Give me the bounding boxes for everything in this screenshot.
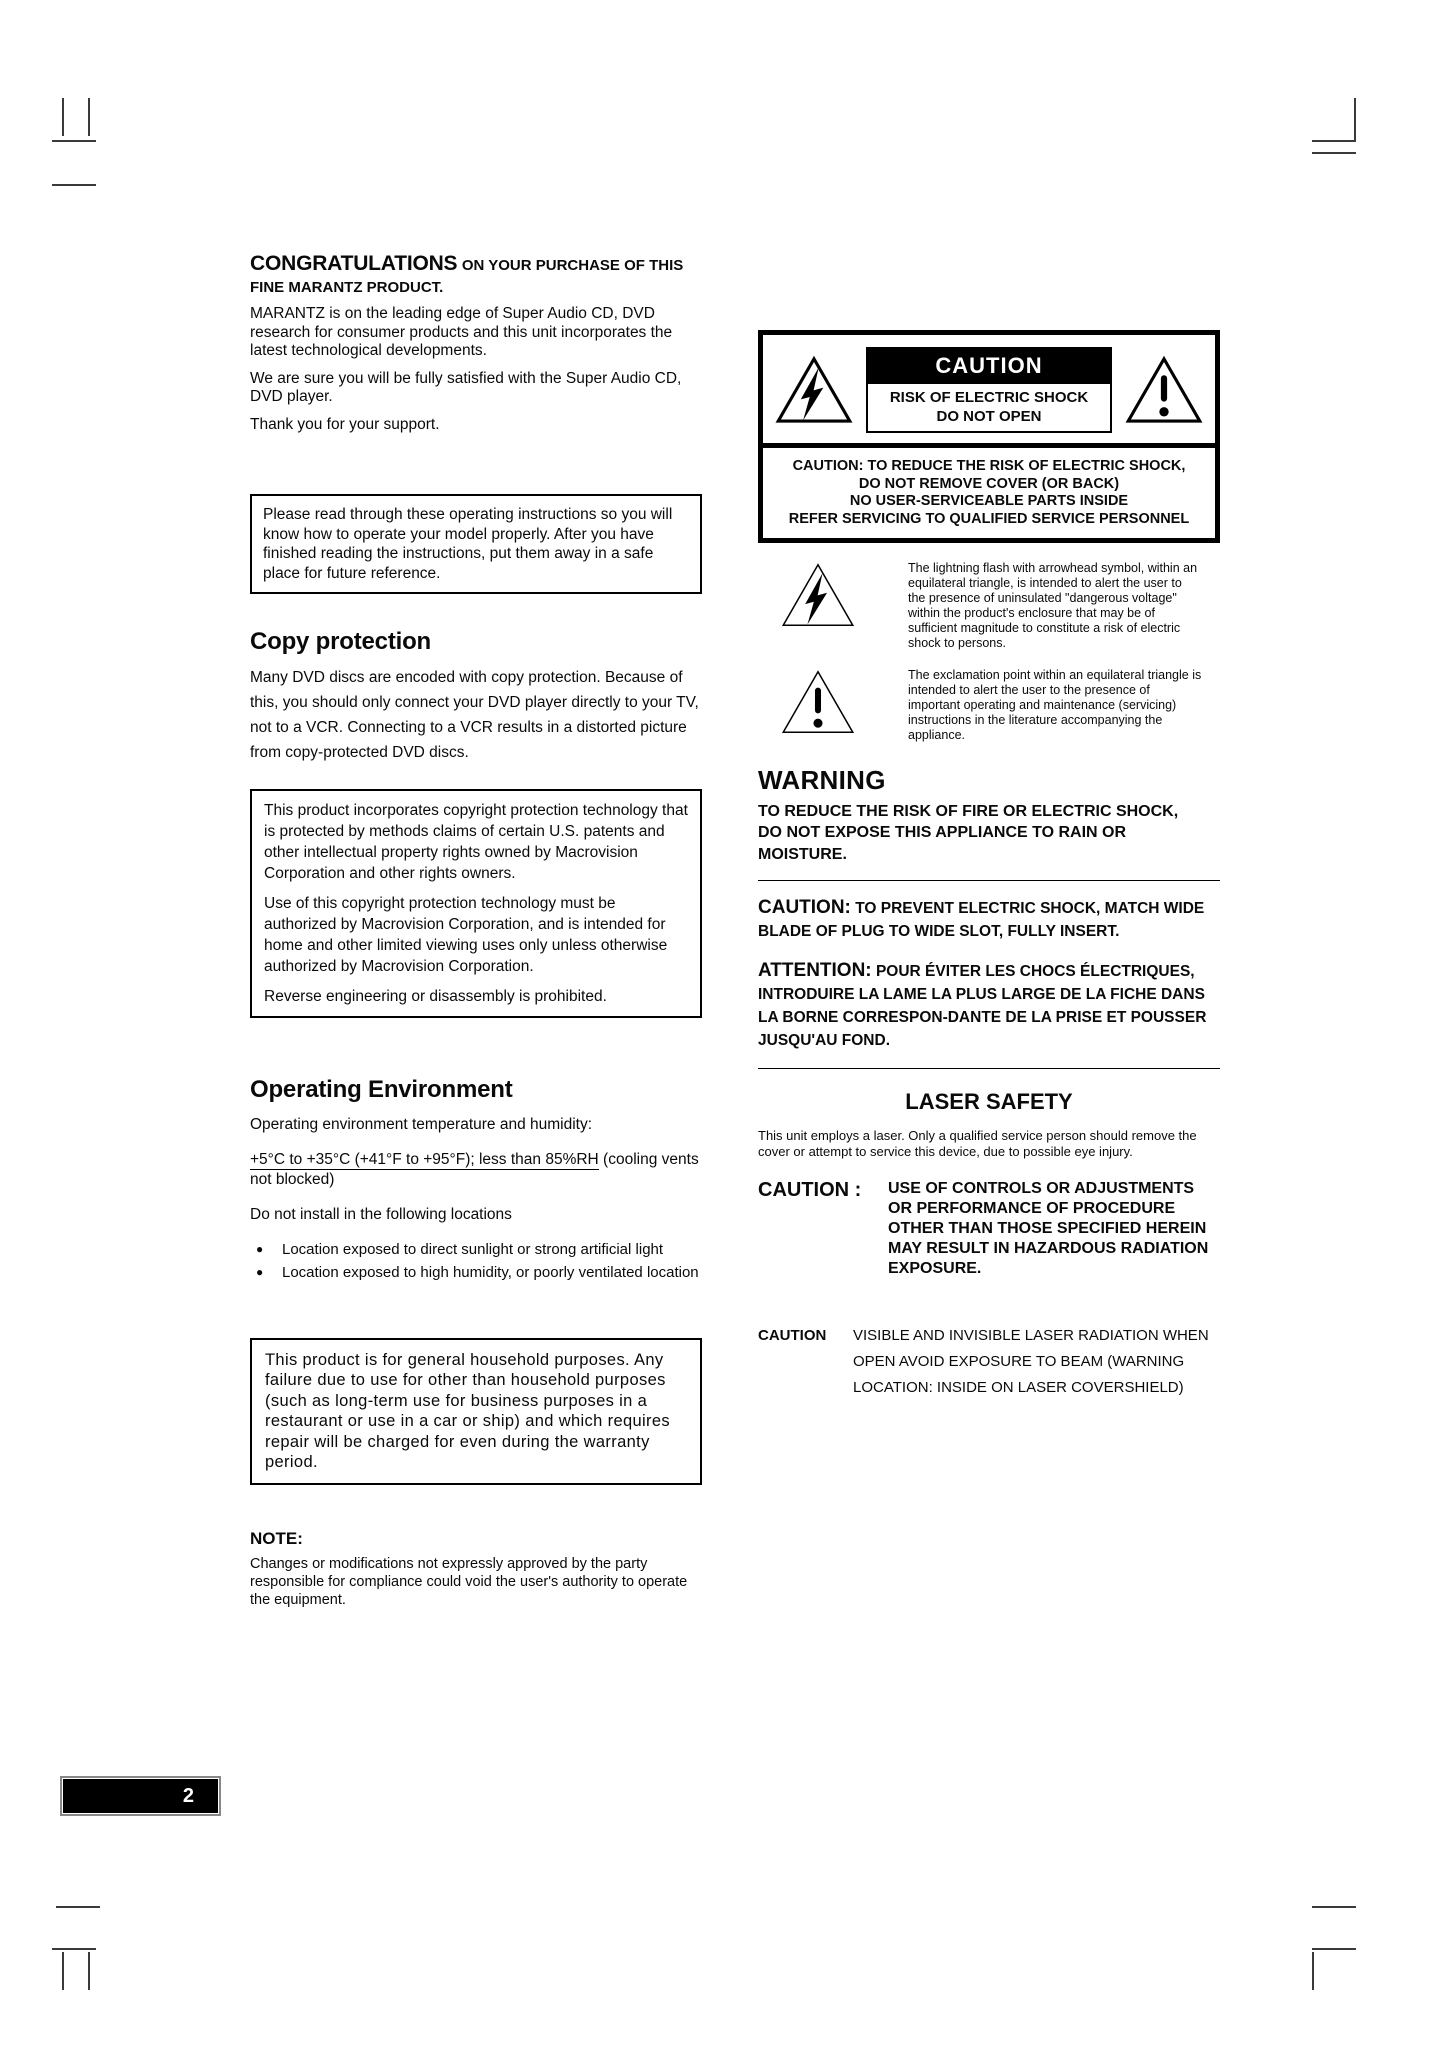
crop-mark — [88, 1952, 90, 1990]
macrovision-paragraph-1: This product incorporates copyright protection technology that is protected by methods claims of certain U.S. patents and other intellectual property rights owned by Macrovision Corporation and other rights owners. — [264, 802, 688, 882]
caution-bottom-line: NO USER-SERVICEABLE PARTS INSIDE — [849, 493, 1129, 509]
laser-caution-2-label: CAUTION — [758, 1326, 827, 1344]
intro-paragraph-1: MARANTZ is on the leading edge of Super Audio CD, DVD research for consumer products and this unit incorporates the latest technological developments. — [250, 305, 673, 359]
congratulations-rest: ON YOUR PURCHASE OF THIS — [461, 257, 684, 274]
intro-paragraph-3: Thank you for your support. — [250, 415, 440, 433]
crop-mark — [88, 98, 90, 136]
warning-body: TO REDUCE THE RISK OF FIRE OR ELECTRIC SHOCK, DO NOT EXPOSE THIS APPLIANCE TO RAIN OR MOISTURE. — [758, 802, 1179, 863]
note-title: NOTE: — [250, 1528, 303, 1548]
attention-paragraph — [758, 959, 1213, 1052]
location-bullet-2: Location exposed to high humidity, or poorly ventilated location — [282, 1263, 699, 1281]
crop-mark — [1312, 1952, 1314, 1990]
operating-environment-title: Operating Environment — [250, 1076, 513, 1103]
crop-mark — [1354, 98, 1356, 140]
caution-bottom-line: REFER SERVICING TO QUALIFIED SERVICE PERSONNEL — [788, 510, 1190, 527]
laser-caution-2 — [758, 1323, 1220, 1401]
crop-mark — [1312, 1906, 1356, 1908]
read-instructions-box: Please read through these operating instructions so you will know how to operate your model properly. After you have finished reading the instructions, put them away in a safe place for future reference. — [250, 494, 702, 594]
attention-text: POUR ÉVITER LES CHOCS ÉLECTRIQUES, INTRODUIRE LA LAME LA PLUS LARGE DE LA FICHE DANS LA BORNE CORRESPON-DANTE DE LA PRISE ET POUSSER JUSQU'AU FOND. — [758, 963, 1207, 1050]
caution-header: CAUTION — [868, 349, 1110, 384]
bullet-marker: ● — [256, 1264, 264, 1279]
caution-bottom-line: DO NOT REMOVE COVER (OR BACK) — [858, 475, 1120, 492]
macrovision-paragraph-3: Reverse engineering or disassembly is prohibited. — [264, 988, 607, 1005]
laser-caution-2-text: VISIBLE AND INVISIBLE LASER RADIATION WHEN OPEN AVOID EXPOSURE TO BEAM (WARNING LOCATION: INSIDE ON LASER COVERSHIELD) — [853, 1326, 1209, 1396]
crop-mark — [52, 184, 96, 186]
bullet-marker: ● — [256, 1241, 264, 1256]
crop-mark — [1312, 140, 1356, 142]
divider — [758, 880, 1220, 881]
congratulations-word: CONGRATULATIONS — [250, 252, 458, 275]
crop-mark — [56, 1906, 100, 1908]
copy-protection-title: Copy protection — [250, 628, 431, 655]
list-item — [250, 1240, 702, 1259]
crop-mark — [52, 140, 96, 142]
laser-safety-intro: This unit employs a laser. Only a qualified service person should remove the cover or attempt to service this device, due to possible eye injury. — [758, 1127, 1197, 1159]
divider — [758, 1068, 1220, 1069]
laser-safety-title: LASER SAFETY — [905, 1088, 1073, 1114]
macrovision-paragraph-2: Use of this copyright protection technology must be authorized by Macrovision Corporation, and is intended for home and other limited viewing uses only unless otherwise authorized by Macrovision Corporation. — [264, 895, 668, 975]
exclamation-symbol-text: The exclamation point within an equilateral triangle is intended to alert the user to the presence of important operating and maintenance (servicing) instructions in the literature accompanying the appliance. — [908, 668, 1202, 743]
congratulations-heading — [250, 252, 702, 296]
caution-label-panel — [866, 347, 1112, 433]
exclamation-symbol-note — [758, 668, 1220, 743]
caution-box-top — [763, 335, 1215, 443]
temperature-range — [250, 1150, 712, 1190]
locations-intro: Do not install in the following locations — [250, 1206, 512, 1223]
note-body: Changes or modifications not expressly approved by the party responsible for compliance could void the user's authority to operate the equipment. — [250, 1555, 688, 1608]
laser-caution-1-label: CAUTION : — [758, 1178, 862, 1201]
left-column — [250, 252, 702, 1623]
caution-plug-paragraph — [758, 896, 1210, 943]
crop-mark — [1312, 1948, 1356, 1950]
page-number-badge: 2 — [63, 1779, 218, 1813]
temperature-range-underlined: +5°C to +35°C (+41°F to +95°F); less than 85%RH — [250, 1150, 599, 1168]
list-item — [250, 1263, 702, 1282]
laser-caution-1 — [758, 1179, 1220, 1279]
congratulations-line2: FINE MARANTZ PRODUCT. — [250, 279, 444, 296]
do-not-open-line: DO NOT OPEN — [936, 408, 1042, 425]
electric-shock-caution-box — [758, 330, 1220, 543]
caution-bottom-line: CAUTION: TO REDUCE THE RISK OF ELECTRIC SHOCK, — [792, 458, 1186, 474]
laser-caution-1-text: USE OF CONTROLS OR ADJUSTMENTS OR PERFORMANCE OF PROCEDURE OTHER THAN THOSE SPECIFIED HEREIN MAY RESULT IN HAZARDOUS RADIATION EXPOSURE. — [888, 1179, 1209, 1277]
lightning-symbol-text: The lightning flash with arrowhead symbol, within an equilateral triangle, is intended to alert the user to the presence of uninsulated "dangerous voltage" within the product's enclosure that may be of sufficient magnitude to constitute a risk of electric shock to persons. — [908, 561, 1198, 650]
temperature-range-rest: (cooling vents not blocked) — [250, 1150, 699, 1188]
risk-line: RISK OF ELECTRIC SHOCK — [889, 389, 1089, 406]
crop-mark — [62, 98, 64, 136]
caution-plug-text: TO PREVENT ELECTRIC SHOCK, MATCH WIDE BLADE OF PLUG TO WIDE SLOT, FULLY INSERT. — [758, 900, 1205, 941]
lightning-triangle-icon — [775, 355, 853, 425]
attention-label: ATTENTION: — [758, 960, 872, 982]
macrovision-box — [250, 789, 702, 1018]
crop-mark — [62, 1952, 64, 1990]
caution-plug-label: CAUTION: — [758, 897, 851, 919]
location-bullet-1: Location exposed to direct sunlight or strong artificial light — [282, 1240, 664, 1258]
caution-risk-lines — [868, 384, 1110, 431]
exclamation-triangle-icon — [1125, 355, 1203, 425]
right-column — [758, 330, 1220, 1401]
lightning-triangle-icon — [780, 561, 856, 629]
crop-mark — [52, 1948, 96, 1950]
operating-environment-intro: Operating environment temperature and humidity: — [250, 1116, 593, 1133]
household-use-box: This product is for general household purposes. Any failure due to use for other than household purposes (such as long-term use for business purposes in a restaurant or use in a car or ship) and which requires repair will be charged for even during the warranty period. — [250, 1338, 702, 1485]
exclamation-triangle-icon — [780, 668, 856, 736]
warning-title: WARNING — [758, 764, 886, 795]
intro-paragraph-2: We are sure you will be fully satisfied with the Super Audio CD, DVD player. — [250, 369, 682, 405]
copy-protection-body: Many DVD discs are encoded with copy protection. Because of this, you should only connect your DVD player directly to your TV, not to a VCR. Connecting to a VCR results in a distorted picture from copy-protected DVD discs. — [250, 669, 699, 761]
crop-mark — [1312, 152, 1356, 154]
caution-box-bottom-text — [763, 443, 1215, 538]
lightning-symbol-note — [758, 561, 1220, 650]
